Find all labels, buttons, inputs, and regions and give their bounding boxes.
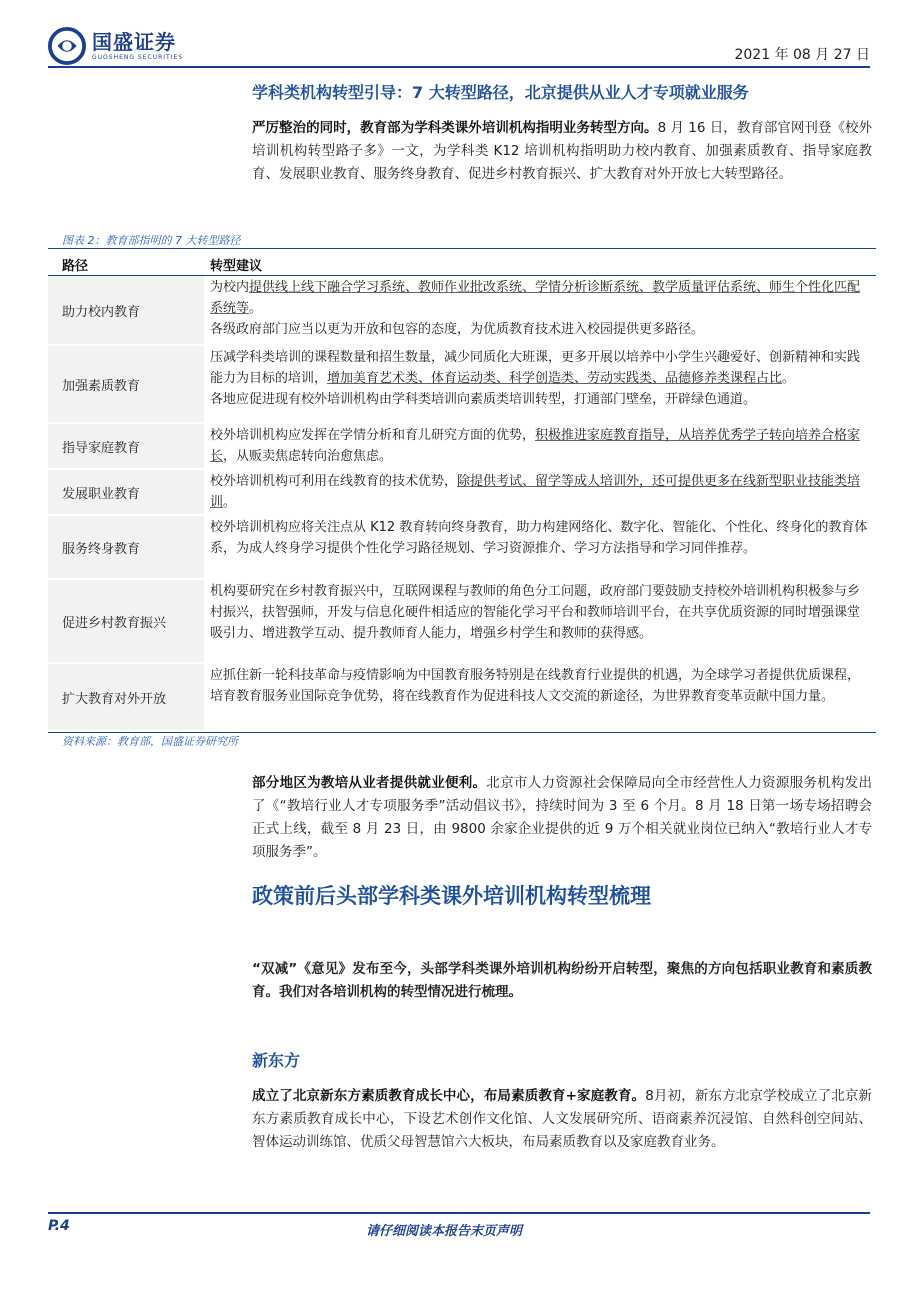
advice-line — [210, 665, 872, 707]
advice-line — [210, 319, 872, 340]
advice-line — [210, 389, 872, 410]
advice-plain: 校外培训机构应将关注点从 K12 教育转向终身教育，助力构建网络化、数字化、智能化、个性化、终身化的教育体系，为成人终身学习提供个性化学习路径规划、学习资源推介、学习方法指导和学习同伴推荐。 — [210, 520, 868, 556]
advice-cell — [210, 470, 872, 516]
advice-line — [210, 277, 872, 319]
brand-name: 国盛证券 — [92, 29, 176, 54]
advice-ul: 除提供考试、留学等成人培训外，还可提供更多在线新型职业技能类培训 — [210, 474, 861, 510]
advice-plain: 为校内 — [210, 280, 250, 295]
transform-paths-table — [48, 248, 876, 707]
xdf-bold: 成立了北京新东方素质教育成长中心，布局素质教育+家庭教育。 — [252, 1088, 646, 1104]
header-advice: 转型建议 — [210, 259, 263, 274]
page-number: P.4 — [48, 1218, 70, 1234]
advice-plain: 校外培训机构应发挥在学情分析和育儿研究方面的优势， — [210, 428, 536, 443]
advice-tail: 。 — [223, 495, 237, 510]
advice-cell — [210, 346, 872, 424]
advice-ul: 增加美育艺术类、体育运动类、科学创造类、劳动实践类、品德修养类课程占比 — [327, 371, 783, 386]
path-cell: 服务终身教育 — [48, 516, 204, 580]
footer-disclaimer[interactable]: 请仔细阅读本报告末页声明 — [366, 1224, 523, 1239]
employment-paragraph — [252, 772, 872, 864]
advice-line — [210, 425, 872, 467]
table-row — [48, 470, 876, 516]
advice-cell — [210, 516, 872, 580]
header-path: 路径 — [62, 259, 89, 274]
advice-plain: 压减学科类培训的课程数量和招生数量，减少同质化大班课，更多开展以培养中小学生兴趣爱好、创新精神和实践能力为目标的培训， — [210, 350, 861, 386]
intro-bold: 严厉整治的同时，教育部为学科类课外培训机构指明业务转型方向。 — [252, 120, 658, 136]
advice-line — [210, 517, 872, 559]
figure-caption: 图表 2：教育部指明的 7 大转型路径 — [62, 234, 241, 247]
table-row — [48, 424, 876, 470]
advice-line — [210, 471, 872, 513]
table-row — [48, 516, 876, 580]
brand-logo-icon — [48, 27, 86, 65]
advice-tail: ，从贩卖焦虑转向治愈焦虑。 — [223, 449, 393, 464]
report-date: 2021 年 08 月 27 日 — [734, 47, 870, 63]
table-source: 资料来源：教育部，国盛证券研究所 — [62, 735, 238, 748]
advice-line — [210, 581, 872, 644]
advice-cell — [210, 276, 872, 346]
table-row — [48, 276, 876, 346]
advice-line — [210, 347, 872, 389]
table-header — [48, 248, 876, 276]
section-title-xdf: 新东方 — [252, 1051, 301, 1070]
section-title-review: 政策前后头部学科类课外培训机构转型梳理 — [252, 884, 651, 908]
advice-ul: 提供线上线下融合学习系统、教师作业批改系统、学情分析诊断系统、教学质量评估系统、师生个性化匹配系统等 — [210, 280, 861, 316]
advice-plain: 各地应促进现有校外培训机构由学科类培训向素质类培训转型，打通部门壁垒，开辟绿色通道。 — [210, 392, 757, 407]
path-cell: 加强素质教育 — [48, 346, 204, 424]
page-header — [48, 26, 874, 66]
employment-bold: 部分地区为教培从业者提供就业便利。 — [252, 775, 487, 791]
path-cell: 指导家庭教育 — [48, 424, 204, 470]
path-cell: 扩大教育对外开放 — [48, 664, 204, 732]
footer-divider — [48, 1212, 870, 1214]
section-title-transform: 学科类机构转型引导：7 大转型路径，北京提供从业人才专项就业服务 — [252, 83, 749, 102]
advice-plain: 校外培训机构可利用在线教育的技术优势， — [210, 474, 458, 489]
review-paragraph: “双减”《意见》发布至今，头部学科类课外培训机构纷纷开启转型，聚焦的方向包括职业教育和素质教育。我们对各培训机构的转型情况进行梳理。 — [252, 961, 872, 1000]
advice-plain: 各级政府部门应当以更为开放和包容的态度，为优质教育技术进入校园提供更多路径。 — [210, 322, 705, 337]
advice-tail: 。 — [249, 301, 263, 316]
table-row — [48, 346, 876, 424]
brand-logo — [48, 26, 248, 66]
intro-paragraph — [252, 117, 872, 186]
intro-text: 8 月 16 日，教育部官网刊登《校外培训机构转型路子多》一文，为学科类 K12 培训机构指明助力校内教育、加强素质教育、指导家庭教育、发展职业教育、服务终身教育、促进乡村教育振兴、扩大教育对外开放七大转型路径。 — [252, 120, 872, 182]
path-cell: 发展职业教育 — [48, 470, 204, 516]
advice-ul: 积极推进家庭教育指导，从培养优秀学子转向培养合格家长 — [210, 428, 861, 464]
advice-plain: 应抓住新一轮科技革命与疫情影响为中国教育服务特别是在线教育行业提供的机遇，为全球学习者提供优质课程，培育教育服务业国际竞争优势，将在线教育作为促进科技人文交流的新途径，为世界教育变革贡献中国力量。 — [210, 668, 861, 704]
advice-cell — [210, 664, 872, 732]
employment-text: 北京市人力资源社会保障局向全市经营性人力资源服务机构发出了《“教培行业人才专项服务季”活动倡议书》，持续时间为 3 至 6 个月。8 月 18 日第一场专场招聘会正式上线，截至 8 月 23 日，由 9800 余家企业提供的近 9 万个相关就业岗位已纳入“教培行业人才专项服务季”。 — [252, 775, 873, 860]
path-cell: 促进乡村教育振兴 — [48, 580, 204, 664]
table-row — [48, 664, 876, 732]
table-row — [48, 580, 876, 664]
advice-plain: 机构要研究在乡村教育振兴中，互联网课程与教师的角色分工问题，政府部门要鼓励支持校外培训机构积极参与乡村振兴，扶智强师，开发与信息化硬件相适应的智能化学习平台和教师培训平台，在共享优质资源的同时增强课堂吸引力、增进教学互动、提升教师育人能力，增强乡村学生和教师的获得感。 — [210, 584, 861, 641]
advice-cell — [210, 580, 872, 664]
xdf-text: 8月初，新东方北京学校成立了北京新东方素质教育成长中心，下设艺术创作文化馆、人文发展研究所、语商素养沉浸馆、自然科创空间站、智体运动训练馆、优质父母智慧馆六大板块，布局素质教育以及家庭教育业务。 — [252, 1088, 873, 1150]
path-cell: 助力校内教育 — [48, 276, 204, 346]
xdf-paragraph — [252, 1085, 872, 1154]
advice-tail: 。 — [782, 371, 796, 386]
brand-name-en: GUOSHENG SECURITIES — [92, 53, 184, 61]
advice-cell — [210, 424, 872, 470]
header-divider — [48, 66, 870, 68]
